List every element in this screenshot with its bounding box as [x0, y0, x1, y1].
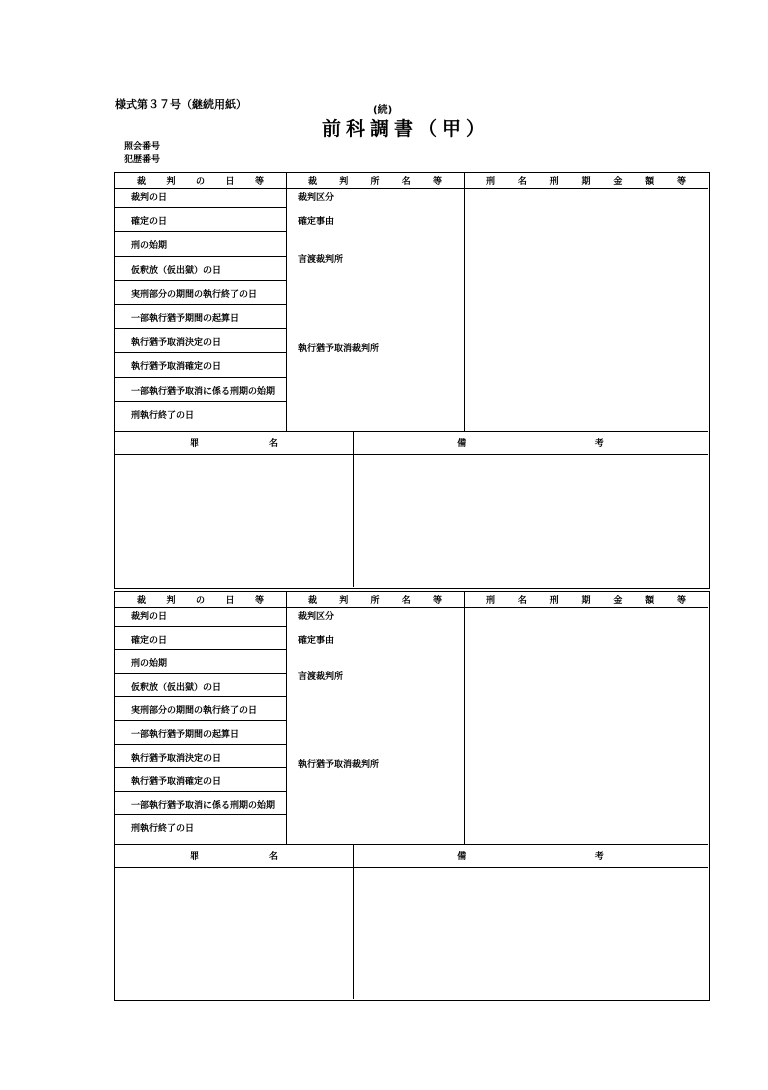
row-divider: [115, 304, 286, 305]
column-divider: [464, 173, 465, 431]
header-sentence: [464, 173, 708, 189]
date-row-label: 執行猶予取消確定の日: [131, 777, 222, 788]
date-row-label: 刑の始期: [131, 241, 168, 252]
row-divider: [115, 673, 286, 674]
header-char: 名: [401, 177, 411, 187]
row-divider: [115, 256, 286, 257]
column-divider: [286, 173, 287, 431]
row-divider: [115, 377, 286, 378]
date-row-label: 一部執行猶予取消に係る刑期の始期: [131, 800, 276, 811]
header-char: の: [195, 596, 205, 606]
record-block: [114, 591, 710, 1001]
date-row-label: 確定の日: [131, 635, 168, 646]
header-char: 刑: [486, 596, 496, 606]
column-divider: [286, 592, 287, 844]
court-label-sentencing-court: 言渡裁判所: [298, 672, 344, 683]
reference-labels: [124, 141, 160, 167]
header-char: 裁: [308, 596, 318, 606]
date-row-label: 刑執行終了の日: [131, 824, 195, 835]
date-row-label: 実刑部分の期間の執行終了の日: [131, 289, 258, 300]
header-char: 裁: [308, 177, 318, 187]
date-row-label: 仮釈放（仮出獄）の日: [131, 265, 222, 276]
header-char: 日: [225, 177, 235, 187]
criminal-record-number-label: 犯歴番号: [124, 155, 161, 165]
header-char: 額: [645, 596, 655, 606]
column-divider: [353, 844, 354, 999]
date-row-label: 一部執行猶予期間の起算日: [131, 314, 240, 324]
header-char: 備: [457, 852, 467, 862]
continued-mark: (続): [373, 105, 393, 116]
row-divider: [115, 720, 286, 721]
record-block: [114, 172, 710, 589]
court-label-revocation-court: 執行猶予取消裁判所: [298, 344, 380, 355]
date-row-label: 執行猶予取消決定の日: [131, 753, 222, 764]
date-row-label: 確定の日: [131, 217, 168, 228]
date-row-label: 一部執行猶予期間の起算日: [131, 730, 240, 740]
header-remarks: [353, 431, 708, 455]
court-label-sentencing-court: 言渡裁判所: [298, 254, 344, 265]
header-court-name: [286, 592, 464, 608]
header-char: 判: [339, 177, 349, 187]
header-char: 刑: [549, 596, 559, 606]
header-sentence: [464, 592, 708, 608]
header-char: 判: [339, 596, 349, 606]
header-char: 等: [676, 177, 686, 187]
date-row-label: 刑の始期: [131, 659, 168, 670]
header-crime-name: [115, 431, 353, 455]
header-char: 等: [432, 177, 442, 187]
date-row-label: 裁判の日: [131, 193, 168, 203]
header-remarks: [353, 844, 708, 868]
form-number: 様式第３７号（継続用紙）: [115, 98, 247, 111]
header-char: 罪: [189, 439, 199, 449]
header-char: 等: [254, 177, 264, 187]
header-char: 期: [581, 596, 591, 606]
page-title: 前科調書（甲）: [322, 118, 491, 140]
date-row-label: 執行猶予取消決定の日: [131, 338, 222, 349]
court-label-revocation-court: 執行猶予取消裁判所: [298, 759, 380, 770]
header-char: 金: [613, 177, 623, 187]
row-divider: [115, 791, 286, 792]
header-char: 名: [517, 177, 527, 187]
row-divider: [115, 231, 286, 232]
date-row-label: 執行猶予取消確定の日: [131, 362, 222, 373]
header-judgment-dates: [115, 592, 286, 608]
header-char: 等: [254, 596, 264, 606]
header-char: 名: [268, 852, 278, 862]
header-char: 裁: [137, 177, 147, 187]
row-divider: [115, 744, 286, 745]
header-char: 考: [594, 439, 604, 449]
header-char: 考: [594, 852, 604, 862]
header-char: 金: [613, 596, 623, 606]
header-char: 所: [370, 177, 380, 187]
header-char: 額: [645, 177, 655, 187]
header-char: 罪: [189, 852, 199, 862]
header-char: の: [195, 177, 205, 187]
header-char: 名: [268, 439, 278, 449]
header-char: 裁: [137, 596, 147, 606]
column-divider: [353, 431, 354, 587]
header-char: 名: [517, 596, 527, 606]
inquiry-number-label: 照会番号: [124, 142, 161, 152]
row-divider: [115, 626, 286, 627]
header-judgment-dates: [115, 173, 286, 189]
row-divider: [115, 649, 286, 650]
header-char: 等: [432, 596, 442, 606]
row-divider: [115, 280, 286, 281]
date-row-label: 実刑部分の期間の執行終了の日: [131, 706, 258, 717]
header-court-name: [286, 173, 464, 189]
row-divider: [115, 328, 286, 329]
column-divider: [464, 592, 465, 844]
date-row-label: 裁判の日: [131, 612, 168, 622]
header-char: 日: [225, 596, 235, 606]
header-char: 期: [581, 177, 591, 187]
row-divider: [115, 207, 286, 208]
header-char: 刑: [486, 177, 496, 187]
court-label-finality-reason: 確定事由: [298, 635, 335, 646]
row-divider: [115, 814, 286, 815]
court-label-judgment-class: 裁判区分: [298, 612, 335, 622]
header-char: 判: [166, 596, 176, 606]
header-char: 等: [676, 596, 686, 606]
header-char: 名: [401, 596, 411, 606]
row-divider: [115, 401, 286, 402]
header-char: 刑: [549, 177, 559, 187]
row-divider: [115, 352, 286, 353]
row-divider: [115, 696, 286, 697]
court-label-judgment-class: 裁判区分: [298, 193, 335, 203]
header-char: 所: [370, 596, 380, 606]
header-char: 判: [166, 177, 176, 187]
date-row-label: 仮釈放（仮出獄）の日: [131, 682, 222, 693]
header-char: 備: [457, 439, 467, 449]
court-label-finality-reason: 確定事由: [298, 217, 335, 228]
row-divider: [115, 767, 286, 768]
date-row-label: 一部執行猶予取消に係る刑期の始期: [131, 386, 276, 397]
date-row-label: 刑執行終了の日: [131, 410, 195, 421]
header-crime-name: [115, 844, 353, 868]
